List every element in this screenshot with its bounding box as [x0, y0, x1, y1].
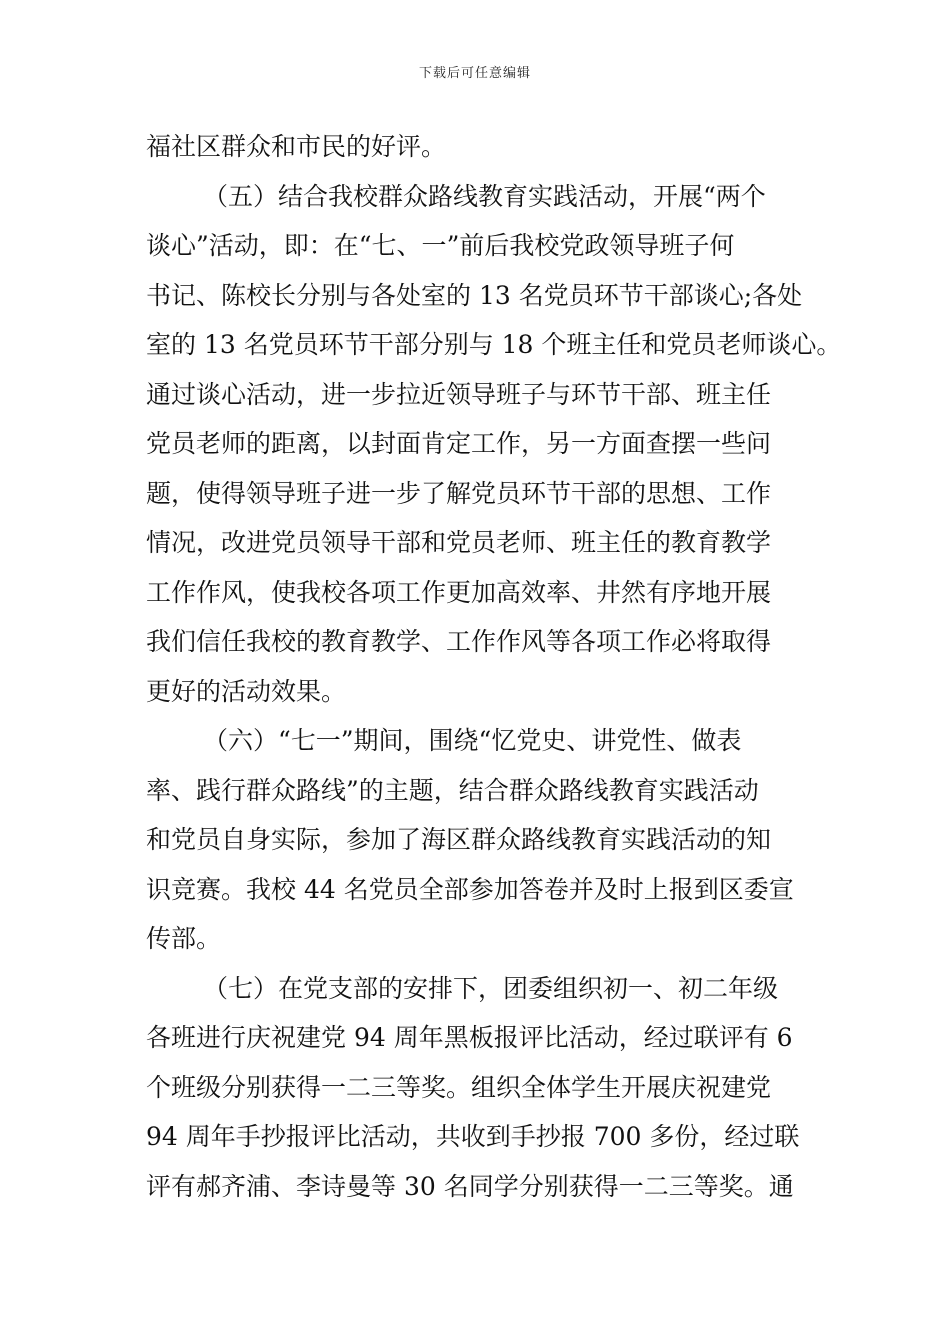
document-body — [146, 122, 842, 1211]
text-line: 个班级分别获得一二三等奖。组织全体学生开展庆祝建党 — [146, 1072, 772, 1102]
text-line: 工作作风，使我校各项工作更加高效率、井然有序地开展 — [146, 577, 772, 607]
text-line: 各班进行庆祝建党 94 周年黑板报评比活动，经过联评有 6 — [146, 1023, 793, 1052]
text-line: 党员老师的距离，以封面肯定工作，另一方面查摆一些问 — [146, 429, 772, 458]
text-line: 福社区群众和市民的好评。 — [146, 132, 447, 161]
text-line: 识竞赛。我校 44 名党员全部参加答卷并及时上报到区委宣 — [146, 874, 794, 904]
text-line: 情况，改进党员领导干部和党员老师、班主任的教育教学 — [146, 528, 772, 557]
text-line: 94 周年手抄报评比活动，共收到手抄报 700 多份，经过联 — [146, 1122, 800, 1151]
paragraph-start-line: （七）在党支部的安排下，团委组织初一、初二年级 — [203, 973, 779, 1003]
page-header: 下载后可任意编辑 — [418, 66, 531, 81]
paragraph-start-line: （五）结合我校群众路线教育实践活动，开展“两个 — [203, 181, 766, 211]
paragraph-start-line: （六）“七一”期间，围绕“忆党史、讲党性、做表 — [203, 726, 742, 755]
text-line: 传部。 — [146, 924, 222, 953]
text-line: 通过谈心活动，进一步拉近领导班子与环节干部、班主任 — [146, 379, 772, 409]
text-line: 谈心”活动，即：在“七、一”前后我校党政领导班子何 — [146, 231, 735, 260]
text-line: 我们信任我校的教育教学、工作作风等各项工作必将取得 — [146, 627, 772, 656]
text-line: 更好的活动效果。 — [146, 676, 347, 706]
text-line: 书记、陈校长分别与各处室的 13 名党员环节干部谈心;各处 — [146, 280, 803, 310]
text-line: 题，使得领导班子进一步了解党员环节干部的思想、工作 — [146, 478, 772, 508]
text-line: 和党员自身实际，参加了海区群众路线教育实践活动的知 — [146, 825, 772, 854]
text-line: 评有郝齐浦、李诗曼等 30 名同学分别获得一二三等奖。通 — [146, 1171, 794, 1201]
text-line: 率、践行群众路线”的主题，结合群众路线教育实践活动 — [146, 775, 759, 805]
text-line: 室的 13 名党员环节干部分别与 18 个班主任和党员老师谈心。 — [146, 330, 842, 359]
